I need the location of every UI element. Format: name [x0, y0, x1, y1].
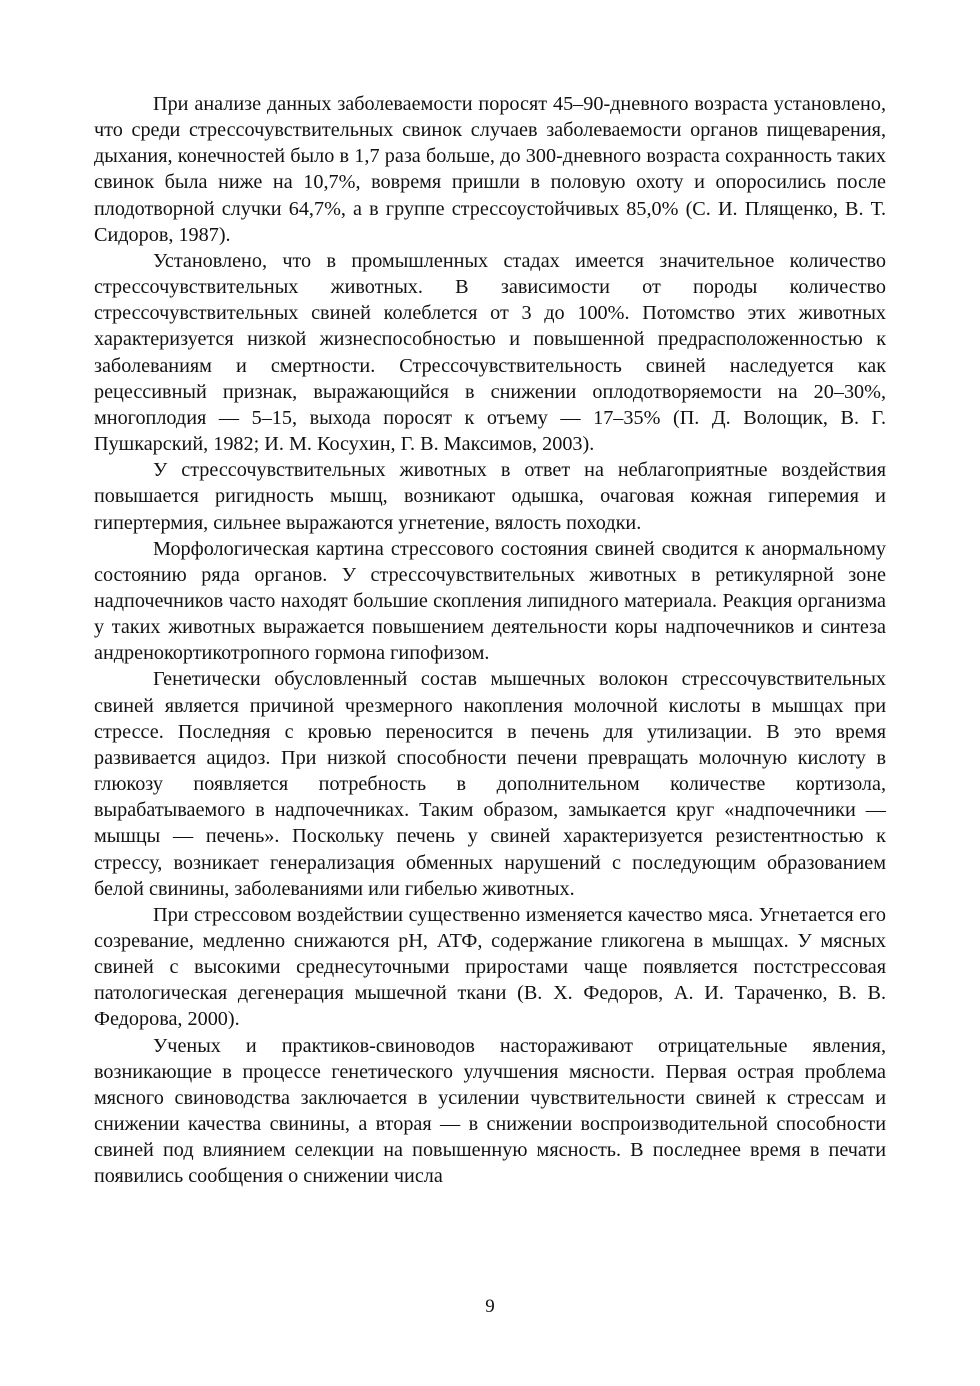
paragraph-1: При анализе данных заболеваемости поросят 45–90-дневного возраста установлено, что среди стрессочувствительных свинок случаев заболеваемости органов пищеварения, дыхания, конечностей было в 1,7 раза больше, до 300-дневного возраста сохранность таких свинок была ниже на 10,7%, вовремя пришли в половую охоту и опоросились после плодотворной случки 64,7%, а в группе стрессоустойчивых 85,0% (С. И. Плященко, В. Т. Сидоров, 1987). — [94, 93, 886, 246]
paragraph-4: Морфологическая картина стрессового состояния свиней сводится к анормальному состоянию ряда органов. У стрессочувствительных животных в ретикулярной зоне надпочечников часто находят большие скопления липидного материала. Реакция организма у таких животных выражается повышением деятельности коры надпочечников и синтеза андренокортикотропного гормона гипофизом. — [94, 537, 886, 665]
document-body — [94, 91, 886, 1190]
paragraph-5: Генетически обусловленный состав мышечных волокон стрессочувствительных свиней является причиной чрезмерного накопления молочной кислоты в мышцах при стрессе. Последняя с кровью переносится в печень для утилизации. В это время развивается ацидоз. При низкой способности печени превращать молочную кислоту в глюкозу появляется потребность в дополнительном количестве кортизола, вырабатываемого в надпочечниках. Таким образом, замыкается круг «надпочечники — мышцы — печень». Поскольку печень у свиней характеризуется резистентностью к стрессу, возникает генерализация обменных нарушений с последующим образованием белой свинины, заболеваниями или гибелью животных. — [94, 668, 886, 900]
page-number: 9 — [485, 1296, 495, 1317]
paragraph-6: При стрессовом воздействии существенно изменяется качество мяса. Угнетается его созревание, медленно снижаются pH, АТФ, содержание гликогена в мышцах. У мясных свиней с высокими среднесуточными приростами чаще появляется постстрессовая патологическая дегенерация мышечной ткани (В. Х. Федоров, А. И. Тараченко, В. В. Федорова, 2000). — [94, 903, 886, 1031]
paragraph-2: Установлено, что в промышленных стадах имеется значительное количество стрессочувствительных животных. В зависимости от породы количество стрессочувствительных свиней колеблется от 3 до 100%. Потомство этих животных характеризуется низкой жизнеспособностью и повышенной предрасположенностью к заболеваниям и смертности. Стрессочувствительность свиней наследуется как рецессивный признак, выражающийся в снижении оплодотворяемости на 20–30%, многоплодия — 5–15, выхода поросят к отъему — 17–35% (П. Д. Волощик, В. Г. Пушкарский, 1982; И. М. Косухин, Г. В. Максимов, 2003). — [94, 249, 886, 456]
paragraph-3: У стрессочувствительных животных в ответ на неблагоприятные воздействия повышается ригидность мышц, возникают одышка, очаговая кожная гиперемия и гипертермия, сильнее выражаются угнетение, вялость походки. — [94, 459, 886, 534]
paragraph-7: Ученых и практиков-свиноводов настораживают отрицательные явления, возникающие в процессе генетического улучшения мясности. Первая острая проблема мясного свиноводства заключается в усилении чувствительности свиней к стрессам и снижении качества свинины, а вторая — в снижении воспроизводительной способности свиней под влиянием селекции на повышенную мясность. В последнее время в печати появились сообщения о снижении числа — [94, 1034, 886, 1188]
